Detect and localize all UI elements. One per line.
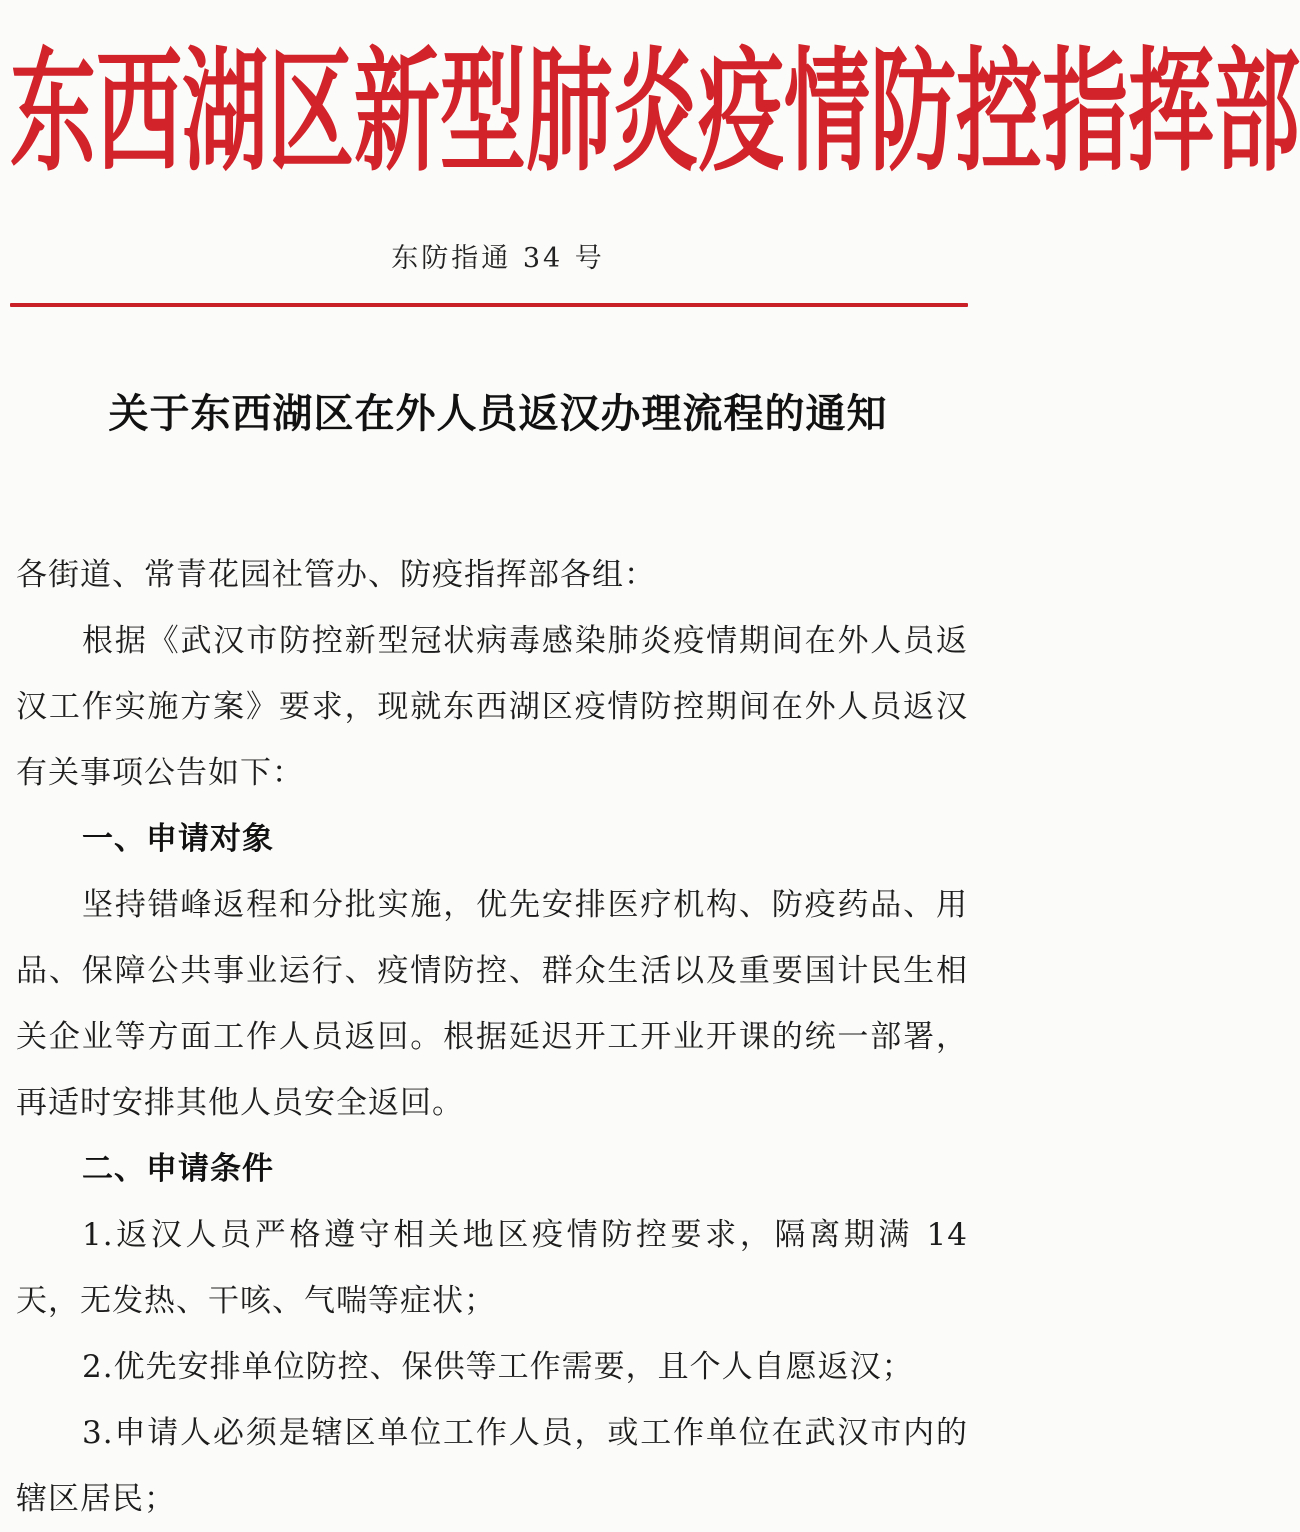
masthead-char: 区 [268, 35, 354, 191]
condition-item: 1.返汉人员严格遵守相关地区疫情防控要求，隔离期满 14 天，无发热、干咳、气喘等症状； [16, 1217, 968, 1319]
issuer-masthead [10, 28, 1300, 198]
masthead-char: 情 [784, 35, 870, 191]
condition-item: 3.申请人必须是辖区单位工作人员，或工作单位在武汉市内的辖区居民； [16, 1415, 968, 1517]
section-paragraph: 坚持错峰返程和分批实施，优先安排医疗机构、防疫药品、用品、保障公共事业运行、疫情防控、群众生活以及重要国计民生相关企业等方面工作人员返回。根据延迟开工开业开课的统一部署，再适时安排其他人员安全返回。 [16, 887, 968, 1121]
masthead-char: 型 [440, 35, 526, 191]
masthead-char: 挥 [1128, 35, 1214, 191]
masthead-char: 部 [1214, 35, 1300, 191]
document-number: 东防指通 34 号 [391, 243, 605, 274]
condition-item: 2.优先安排单位防控、保供等工作需要，且个人自愿返汉； [82, 1349, 914, 1385]
section-heading: 一、申请对象 [82, 821, 274, 857]
masthead-char: 控 [956, 35, 1042, 191]
document-title: 关于东西湖区在外人员返汉办理流程的通知 [108, 391, 888, 437]
masthead-char: 炎 [612, 35, 698, 191]
section-heading: 二、申请条件 [82, 1151, 274, 1187]
masthead-char: 西 [96, 35, 182, 191]
masthead-char: 防 [870, 35, 956, 191]
document-body [16, 542, 968, 1532]
masthead-char: 新 [354, 35, 440, 191]
salutation: 各街道、常青花园社管办、防疫指挥部各组： [16, 557, 656, 593]
masthead-char: 湖 [182, 35, 268, 191]
red-divider-line [10, 303, 968, 307]
intro-paragraph: 根据《武汉市防控新型冠状病毒感染肺炎疫情期间在外人员返汉工作实施方案》要求，现就东西湖区疫情防控期间在外人员返汉有关事项公告如下： [16, 623, 968, 791]
masthead-char: 指 [1042, 35, 1128, 191]
masthead-char: 疫 [698, 35, 784, 191]
masthead-char: 东 [10, 35, 96, 191]
masthead-char: 肺 [526, 35, 612, 191]
